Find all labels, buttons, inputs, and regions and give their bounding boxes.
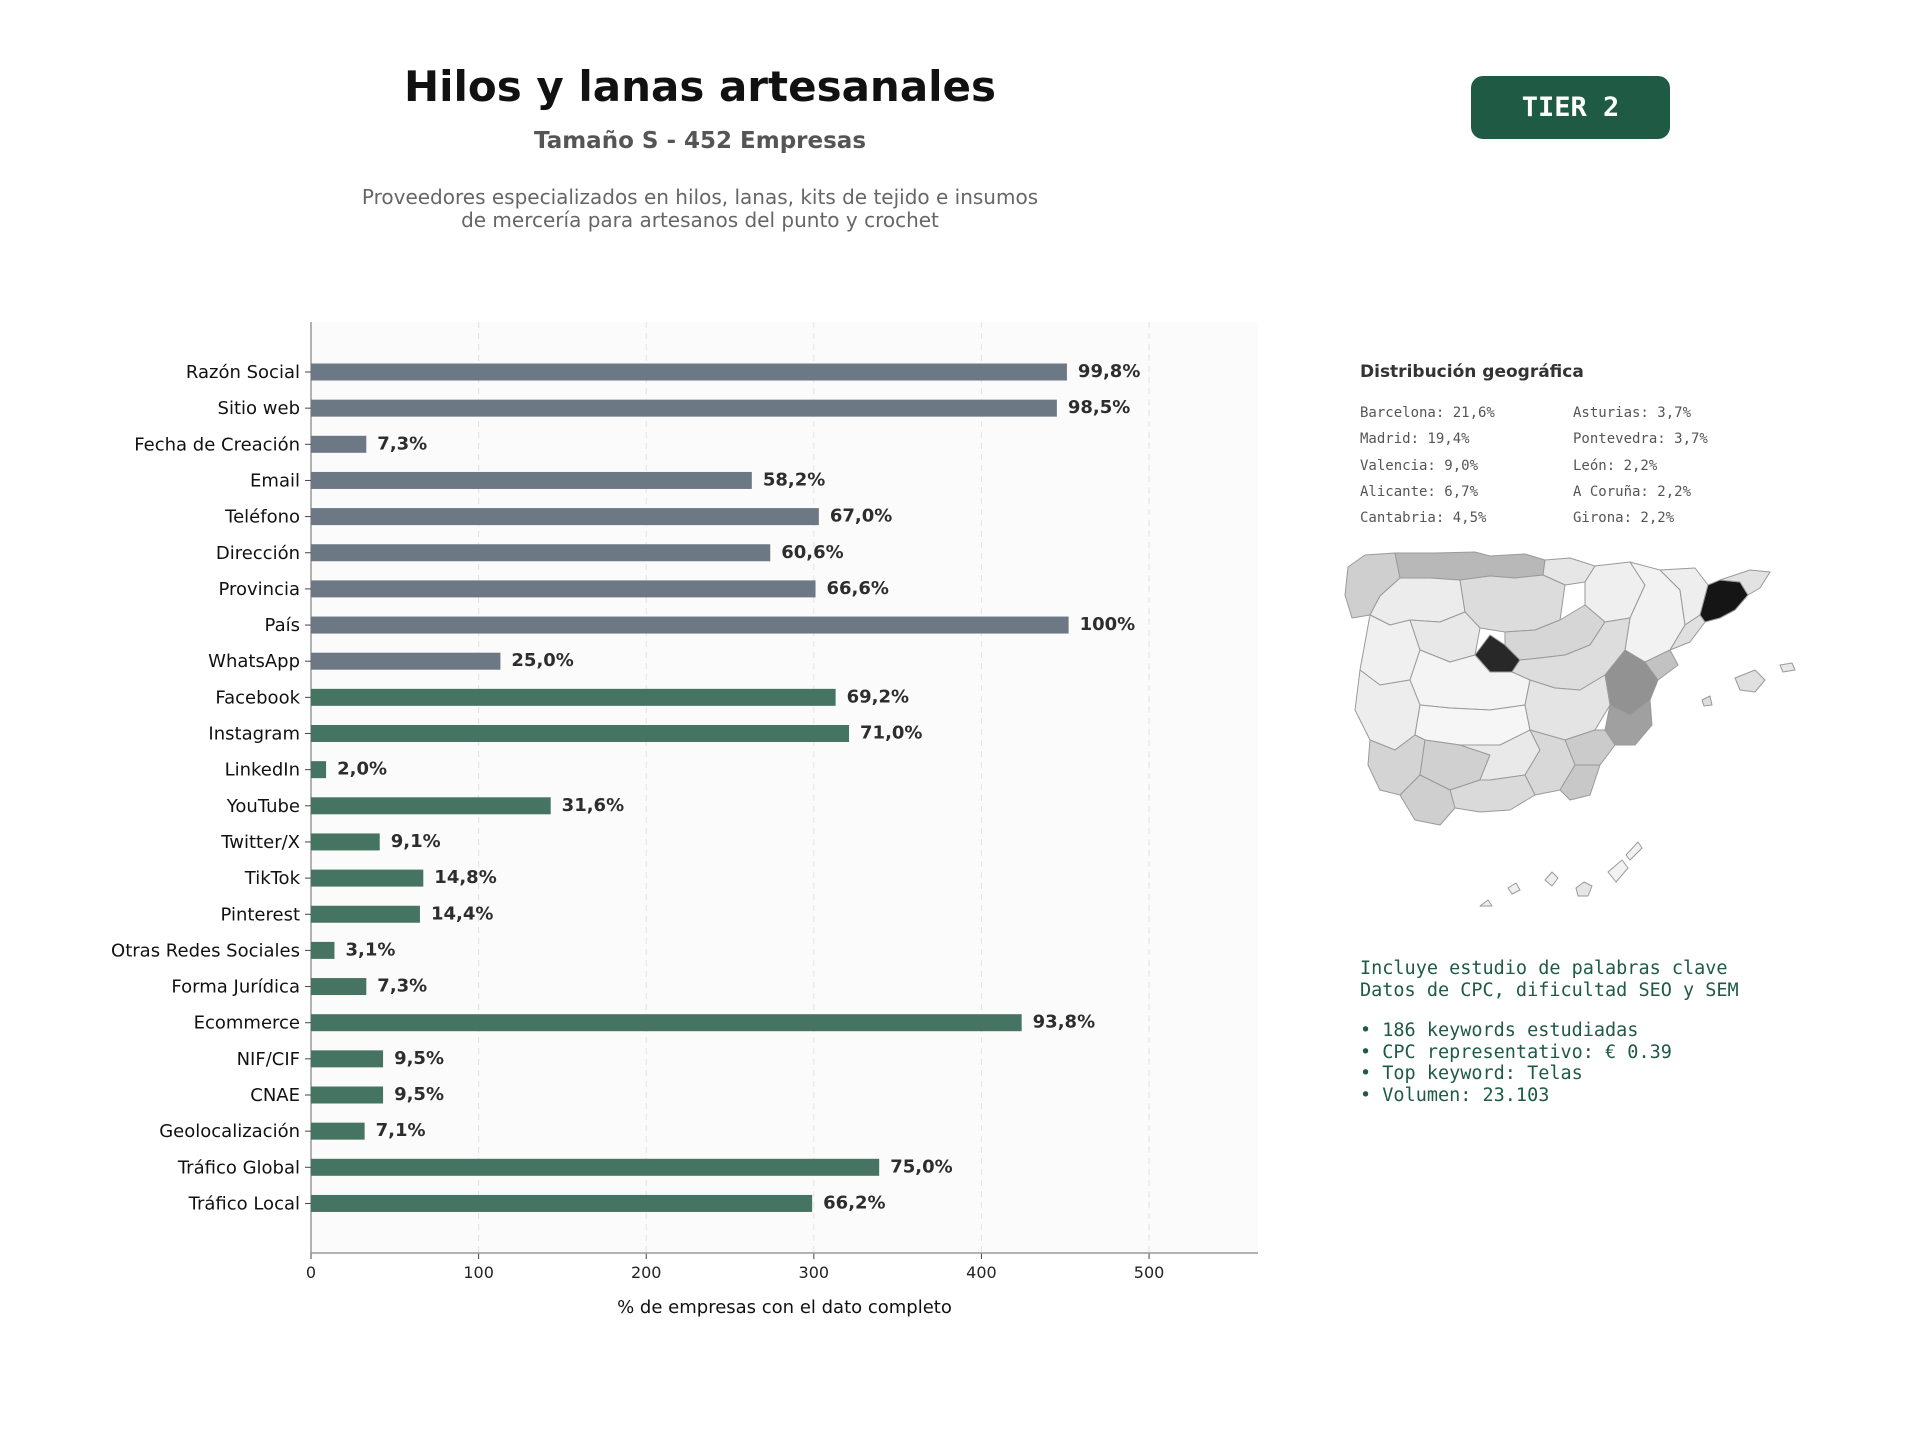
value-label: 67,0% [829,505,893,527]
geo-list-right [1573,400,1708,531]
category-label: Geolocalización [159,1121,300,1143]
geo-item: Alicante: 6,7% [1360,483,1479,500]
category-label: NIF/CIF [236,1048,300,1070]
bar [311,942,334,959]
map-region-west-center [1360,615,1420,685]
bar [311,472,752,489]
map-region-canarias-4 [1608,860,1628,882]
bar [311,725,849,742]
value-label: 2,0% [337,758,388,780]
category-label: Instagram [208,723,300,745]
category-label: Email [250,470,300,492]
geo-item: Madrid: 19,4% [1360,431,1470,448]
category-label: Tráfico Global [177,1157,300,1179]
bar [311,1195,812,1212]
map-region-canarias-3 [1576,882,1592,896]
category-label: Ecommerce [193,1012,300,1034]
bar [311,906,420,923]
category-label: Razón Social [185,362,300,383]
value-label: 31,6% [561,794,625,816]
map-region-ibiza [1702,696,1712,706]
bar [311,580,816,597]
geo-item: León: 2,2% [1573,457,1658,474]
category-label: Provincia [218,578,300,600]
value-label: 99,8% [1077,361,1141,382]
x-axis-title: % de empresas con el dato completo [617,1297,952,1318]
geo-item: Pontevedra: 3,7% [1573,431,1708,448]
category-label: Pinterest [220,904,300,926]
value-label: 9,1% [390,830,441,852]
keyword-study-info [1360,958,1739,1106]
bar [311,1123,365,1140]
x-tick-label: 200 [630,1263,662,1282]
bar [311,689,836,706]
description-line-1: Proveedores especializados en hilos, lanas, kits de tejido e insumos [361,185,1039,209]
value-label: 100% [1079,614,1136,636]
x-tick-label: 400 [966,1263,997,1282]
bar [311,1159,879,1176]
bar [311,978,366,995]
map-region-menorca [1780,663,1795,672]
category-label: Tráfico Local [188,1193,300,1215]
bar [311,1050,383,1067]
description-line-2: de mercería para artesanos del punto y crochet [461,208,939,232]
geo-item: Valencia: 9,0% [1360,457,1479,474]
spain-choropleth-map [1340,550,1860,910]
value-label: 3,1% [345,939,396,961]
category-label: Sitio web [217,398,300,420]
category-label: WhatsApp [208,651,300,673]
x-tick-label: 100 [463,1263,494,1282]
page-subtitle: Tamaño S - 452 Empresas [533,128,867,154]
keyword-bullet: • Volumen: 23.103 [1360,1084,1550,1106]
map-region-canarias-1 [1545,872,1558,886]
keyword-info-line-1: Incluye estudio de palabras clave [1360,958,1728,979]
x-tick-label: 500 [1133,1263,1165,1282]
keyword-bullet: • 186 keywords estudiadas [1360,1020,1639,1041]
geo-item: Asturias: 3,7% [1573,405,1692,421]
page-title: Hilos y lanas artesanales [403,62,997,111]
geo-item: Cantabria: 4,5% [1360,510,1487,527]
bar [311,1014,1022,1031]
value-label: 7,1% [375,1120,426,1142]
geo-item: Barcelona: 21,6% [1360,405,1495,421]
bar [311,436,366,453]
category-label: Forma Jurídica [171,976,300,998]
bar [311,797,551,814]
value-label: 75,0% [890,1156,953,1178]
value-label: 71,0% [860,722,923,744]
x-tick-label: 300 [798,1263,830,1282]
category-label: Fecha de Creación [134,434,300,456]
value-label: 66,6% [826,577,889,599]
bar [311,508,819,525]
value-label: 69,2% [846,686,910,708]
value-label: 93,8% [1032,1011,1096,1033]
value-label: 58,2% [762,469,826,491]
category-label: País [264,615,300,637]
geo-item: A Coruña: 2,2% [1573,483,1692,500]
map-region-barcelona [1700,580,1748,622]
bar [311,1087,383,1104]
map-region-north-strip [1395,552,1545,580]
value-label: 98,5% [1067,397,1131,419]
geo-distribution-title: Distribución geográfica [1360,362,1584,382]
tier-badge: TIER 2 [1471,76,1670,139]
map-region-canarias-6 [1480,900,1492,906]
category-label: YouTube [226,795,300,817]
category-label: Facebook [215,687,300,709]
category-label: TikTok [244,868,300,890]
keyword-bullet: • Top keyword: Telas [1360,1063,1583,1084]
category-label: CNAE [250,1085,300,1106]
value-label: 14,4% [430,903,494,925]
category-label: Twitter/X [221,831,300,853]
value-label: 9,5% [394,1084,444,1105]
bar [311,544,770,561]
bar [311,617,1069,634]
bar [311,653,500,670]
bar [311,761,326,778]
bar [311,400,1057,417]
bar [311,870,423,887]
value-label: 14,8% [434,867,497,889]
map-region-canarias-2 [1508,883,1520,894]
geo-item: Girona: 2,2% [1573,510,1675,527]
value-label: 60,6% [781,541,844,563]
value-label: 7,3% [377,433,428,455]
value-label: 66,2% [823,1192,886,1214]
keyword-info-line-2: Datos de CPC, dificultad SEO y SEM [1360,979,1739,1001]
plot-area [311,322,1258,1253]
geo-list-left [1360,400,1495,531]
value-label: 7,3% [377,975,428,997]
category-label: Dirección [215,542,300,564]
category-label: Teléfono [225,506,300,528]
value-label: 25,0% [511,650,574,672]
bar [311,833,380,850]
bar [311,364,1067,381]
category-label: Otras Redes Sociales [111,940,300,962]
category-label: LinkedIn [224,759,300,781]
x-tick-label: 0 [305,1263,317,1282]
map-region-mallorca [1735,670,1765,692]
map-region-canarias-5 [1626,842,1642,860]
value-label: 9,5% [394,1047,444,1069]
keyword-bullet: • CPC representativo: € 0.39 [1360,1041,1672,1063]
